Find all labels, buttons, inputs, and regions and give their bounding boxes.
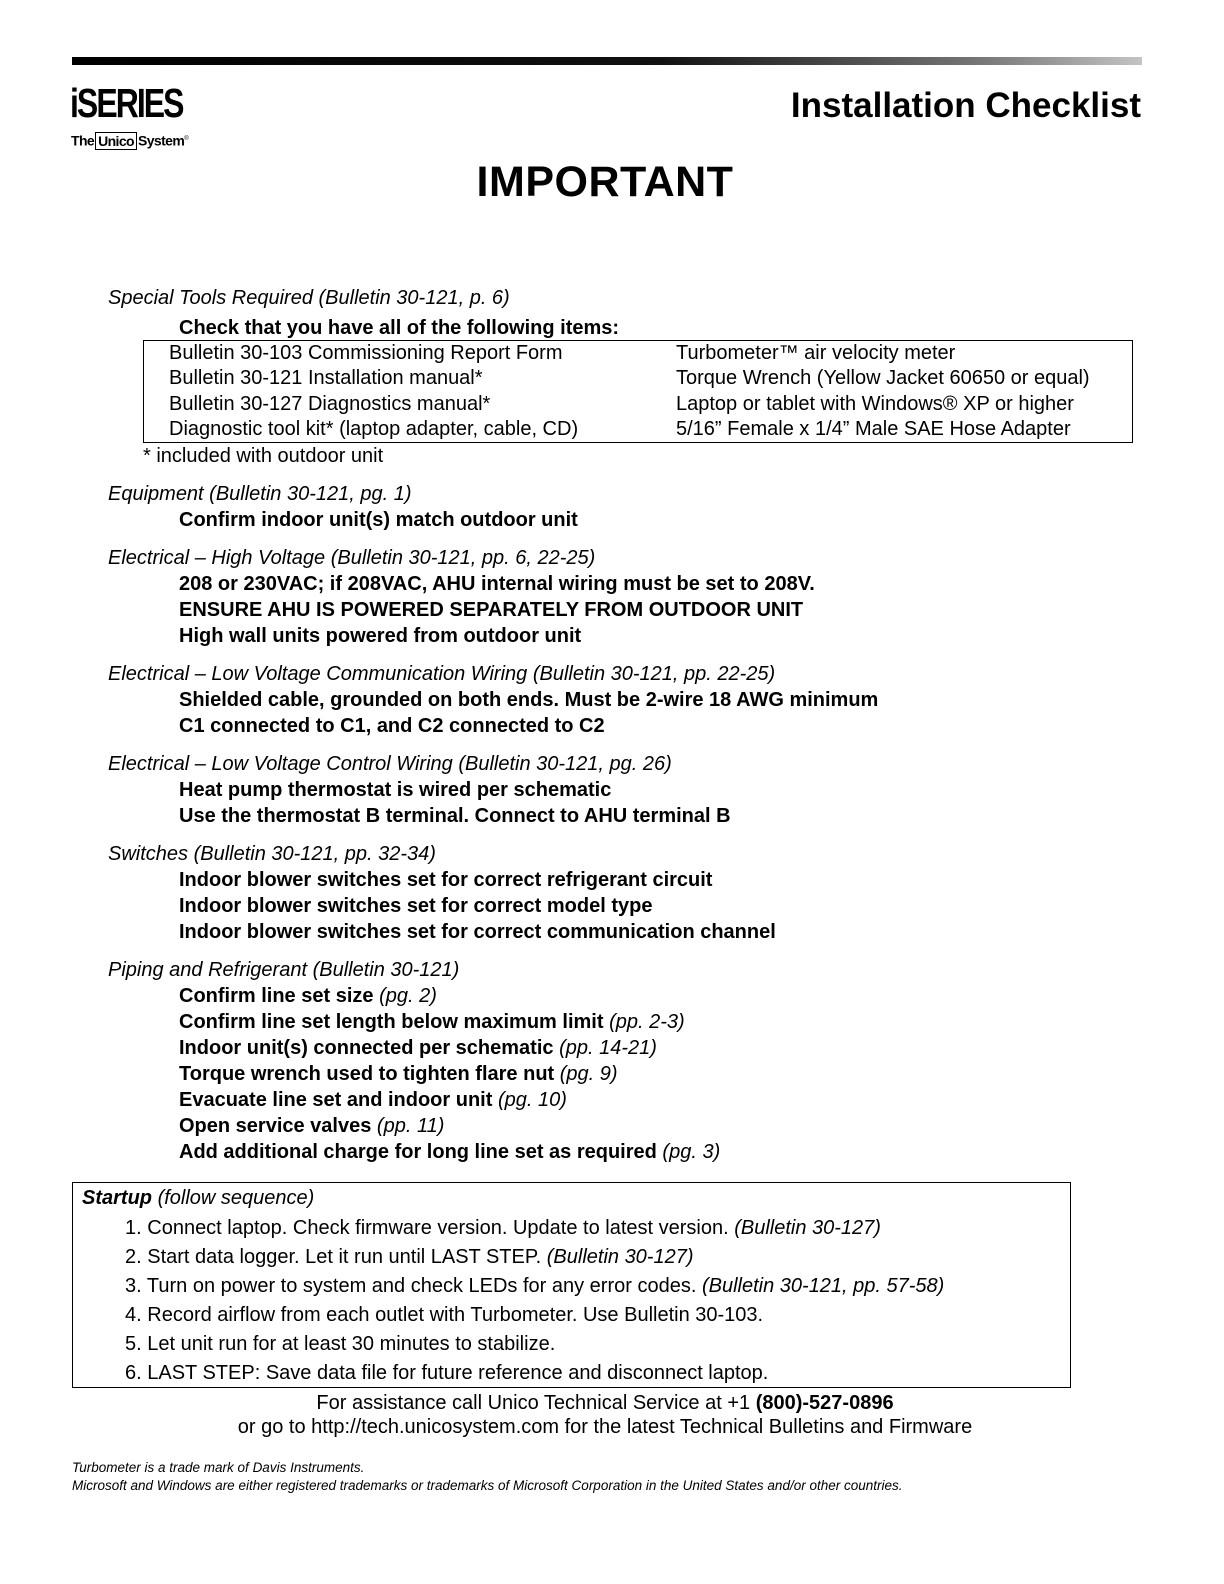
- logo-tagline: The Unico System®: [71, 132, 189, 149]
- tools-right-column: [676, 341, 1090, 442]
- control-wiring-heading: Electrical – Low Voltage Control Wiring (Bulletin 30-121, pg. 26): [108, 753, 672, 775]
- important-headline: IMPORTANT: [476, 158, 734, 206]
- trademark-footnote: Turbometer is a trade mark of Davis Instruments.: [72, 1460, 365, 1475]
- startup-step: 6. LAST STEP: Save data file for future reference and disconnect laptop.: [125, 1362, 769, 1384]
- checklist-item: Add additional charge for long line set as required (pg. 3): [179, 1141, 721, 1163]
- tool-item: Laptop or tablet with Windows® XP or higher: [676, 392, 1074, 415]
- checklist-item: Indoor blower switches set for correct refrigerant circuit: [179, 869, 713, 891]
- checklist-item: 208 or 230VAC; if 208VAC, AHU internal wiring must be set to 208V.: [179, 573, 815, 595]
- checklist-item: Torque wrench used to tighten flare nut (pg. 9): [179, 1063, 618, 1085]
- trademark-footnote: Microsoft and Windows are either registered trademarks or trademarks of Microsoft Corporation in the United States and/or other countries.: [72, 1478, 903, 1493]
- high-voltage-heading: Electrical – High Voltage (Bulletin 30-121, pp. 6, 22-25): [108, 547, 596, 569]
- checklist-item: Indoor blower switches set for correct communication channel: [179, 921, 776, 943]
- checklist-item: High wall units powered from outdoor unit: [179, 625, 582, 647]
- logo-brand: iSERIES: [70, 80, 183, 126]
- equipment-heading: Equipment (Bulletin 30-121, pg. 1): [108, 483, 412, 505]
- checklist-item: Indoor blower switches set for correct model type: [179, 895, 653, 917]
- checklist-item: Confirm indoor unit(s) match outdoor unit: [179, 509, 578, 531]
- startup-heading: Startup (follow sequence): [82, 1187, 315, 1209]
- checklist-item: Indoor unit(s) connected per schematic (pp. 14-21): [179, 1037, 657, 1059]
- checklist-item: C1 connected to C1, and C2 connected to C2: [179, 715, 605, 737]
- header-rule: [72, 57, 1142, 65]
- checklist-item: Evacuate line set and indoor unit (pg. 10): [179, 1089, 567, 1111]
- iseries-logo: [70, 78, 220, 158]
- assistance-web-line: or go to http://tech.unicosystem.com for the latest Technical Bulletins and Firmware: [237, 1416, 973, 1438]
- checklist-item: Confirm line set length below maximum limit (pp. 2-3): [179, 1011, 685, 1033]
- startup-step: 4. Record airflow from each outlet with Turbometer. Use Bulletin 30-103.: [125, 1304, 764, 1326]
- special-tools-instruction: Check that you have all of the following items:: [179, 317, 620, 339]
- tools-footnote: * included with outdoor unit: [143, 445, 384, 467]
- checklist-item: Open service valves (pp. 11): [179, 1115, 445, 1137]
- switches-heading: Switches (Bulletin 30-121, pp. 32-34): [108, 843, 436, 865]
- tool-item: Diagnostic tool kit* (laptop adapter, cable, CD): [169, 417, 579, 440]
- startup-steps: [125, 1214, 944, 1388]
- checklist-item: ENSURE AHU IS POWERED SEPARATELY FROM OUTDOOR UNIT: [179, 599, 804, 621]
- startup-step: 1. Connect laptop. Check firmware version. Update to latest version. (Bulletin 30-127): [125, 1217, 881, 1239]
- piping-heading: Piping and Refrigerant (Bulletin 30-121): [108, 959, 460, 981]
- assistance-phone-line: For assistance call Unico Technical Service at +1 (800)-527-0896: [316, 1392, 894, 1414]
- checklist-item: Use the thermostat B terminal. Connect to AHU terminal B: [179, 805, 731, 827]
- tool-item: 5/16” Female x 1/4” Male SAE Hose Adapter: [676, 417, 1071, 440]
- tools-table: [143, 340, 1133, 443]
- special-tools-heading: Special Tools Required (Bulletin 30-121, p. 6): [108, 287, 510, 309]
- tool-item: Bulletin 30-121 Installation manual*: [169, 367, 483, 390]
- support-phone: (800)-527-0896: [755, 1392, 894, 1414]
- checklist-item: Confirm line set size (pg. 2): [179, 985, 437, 1007]
- startup-box: [72, 1182, 1071, 1388]
- checklist-item: Heat pump thermostat is wired per schematic: [179, 779, 612, 801]
- startup-step: 2. Start data logger. Let it run until LAST STEP. (Bulletin 30-127): [125, 1246, 694, 1268]
- comm-wiring-heading: Electrical – Low Voltage Communication Wiring (Bulletin 30-121, pp. 22-25): [108, 663, 776, 685]
- tools-left-column: [169, 341, 578, 442]
- tool-item: Turbometer™ air velocity meter: [676, 342, 956, 364]
- tool-item: Torque Wrench (Yellow Jacket 60650 or equal): [676, 367, 1090, 390]
- tool-item: Bulletin 30-127 Diagnostics manual*: [169, 392, 491, 415]
- tool-item: Bulletin 30-103 Commissioning Report Form: [169, 342, 563, 364]
- startup-step: 3. Turn on power to system and check LEDs for any error codes. (Bulletin 30-121, pp. 57-58): [125, 1275, 945, 1297]
- document-title: Installation Checklist: [790, 86, 1141, 125]
- startup-step: 5. Let unit run for at least 30 minutes to stabilize.: [125, 1333, 556, 1355]
- checklist-item: Shielded cable, grounded on both ends. Must be 2-wire 18 AWG minimum: [179, 689, 879, 711]
